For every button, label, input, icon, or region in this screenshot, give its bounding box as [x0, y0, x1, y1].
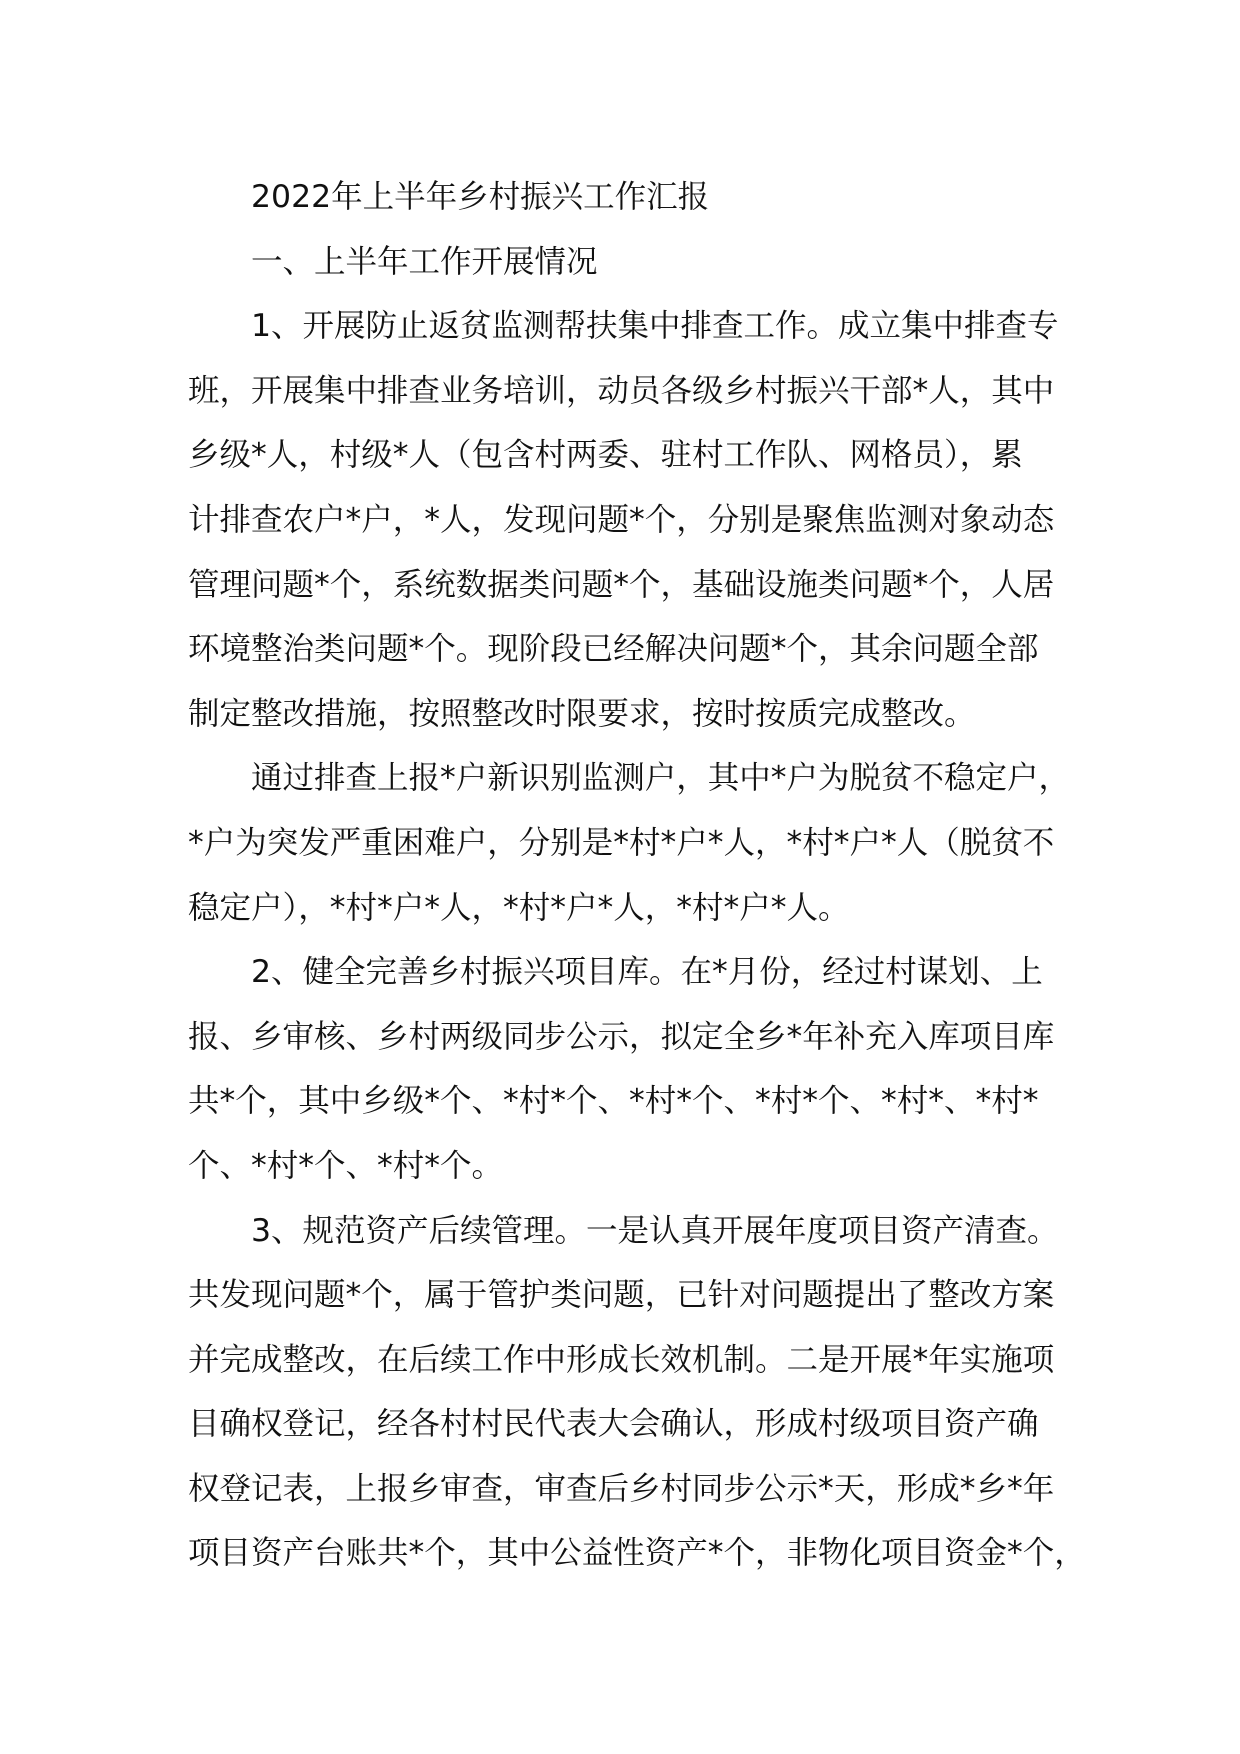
paragraph-line: *户为突发严重困难户，分别是*村*户*人，*村*户*人（脱贫不 — [188, 824, 1055, 861]
section-heading: 一、上半年工作开展情况 — [251, 243, 598, 280]
document-body — [188, 165, 1086, 1586]
paragraph-4 — [188, 1199, 1086, 1587]
paragraph-3 — [188, 940, 1068, 1198]
paragraph-line: 环境整治类问题*个。现阶段已经解决问题*个，其余问题全部 — [188, 631, 1039, 668]
paragraph-line: 3、规范资产后续管理。一是认真开展年度项目资产清查。 — [251, 1212, 1059, 1249]
paragraph-line: 1、开展防止返贫监测帮扶集中排查工作。成立集中排查专 — [251, 308, 1059, 345]
paragraph-line: 乡级*人，村级*人（包含村两委、驻村工作队、网格员），累 — [188, 437, 1023, 474]
paragraph-line: 并完成整改，在后续工作中形成长效机制。二是开展*年实施项 — [188, 1341, 1055, 1378]
paragraph-2 — [188, 746, 1071, 940]
paragraph-line: 通过排查上报*户新识别监测户，其中*户为脱贫不稳定户， — [251, 760, 1071, 797]
paragraph-line: 项目资产台账共*个，其中公益性资产*个，非物化项目资金*个， — [188, 1535, 1086, 1572]
paragraph-line: 共发现问题*个，属于管护类问题，已针对问题提出了整改方案 — [188, 1277, 1055, 1314]
paragraph-line: 权登记表，上报乡审查，审查后乡村同步公示*天，形成*乡*年 — [188, 1470, 1055, 1507]
paragraph-line: 稳定户），*村*户*人，*村*户*人，*村*户*人。 — [188, 889, 850, 926]
paragraph-line: 目确权登记，经各村村民代表大会确认，形成村级项目资产确 — [188, 1406, 1039, 1443]
paragraph-line: 报、乡审核、乡村两级同步公示，拟定全乡*年补充入库项目库 — [188, 1018, 1055, 1055]
document-title: 2022年上半年乡村振兴工作汇报 — [251, 179, 710, 215]
paragraph-line: 共*个，其中乡级*个、*村*个、*村*个、*村*个、*村*、*村* — [188, 1083, 1039, 1120]
paragraph-line: 计排查农户*户，*人，发现问题*个，分别是聚焦监测对象动态 — [188, 501, 1055, 538]
paragraph-line: 管理问题*个，系统数据类问题*个，基础设施类问题*个，人居 — [188, 566, 1055, 603]
paragraph-line: 班，开展集中排查业务培训，动员各级乡村振兴干部*人，其中 — [188, 372, 1055, 409]
paragraph-line: 2、健全完善乡村振兴项目库。在*月份，经过村谋划、上 — [251, 954, 1043, 991]
paragraph-line: 个、*村*个、*村*个。 — [188, 1147, 504, 1184]
paragraph-line: 制定整改措施，按照整改时限要求，按时按质完成整改。 — [188, 695, 976, 732]
paragraph-1 — [188, 294, 1068, 746]
